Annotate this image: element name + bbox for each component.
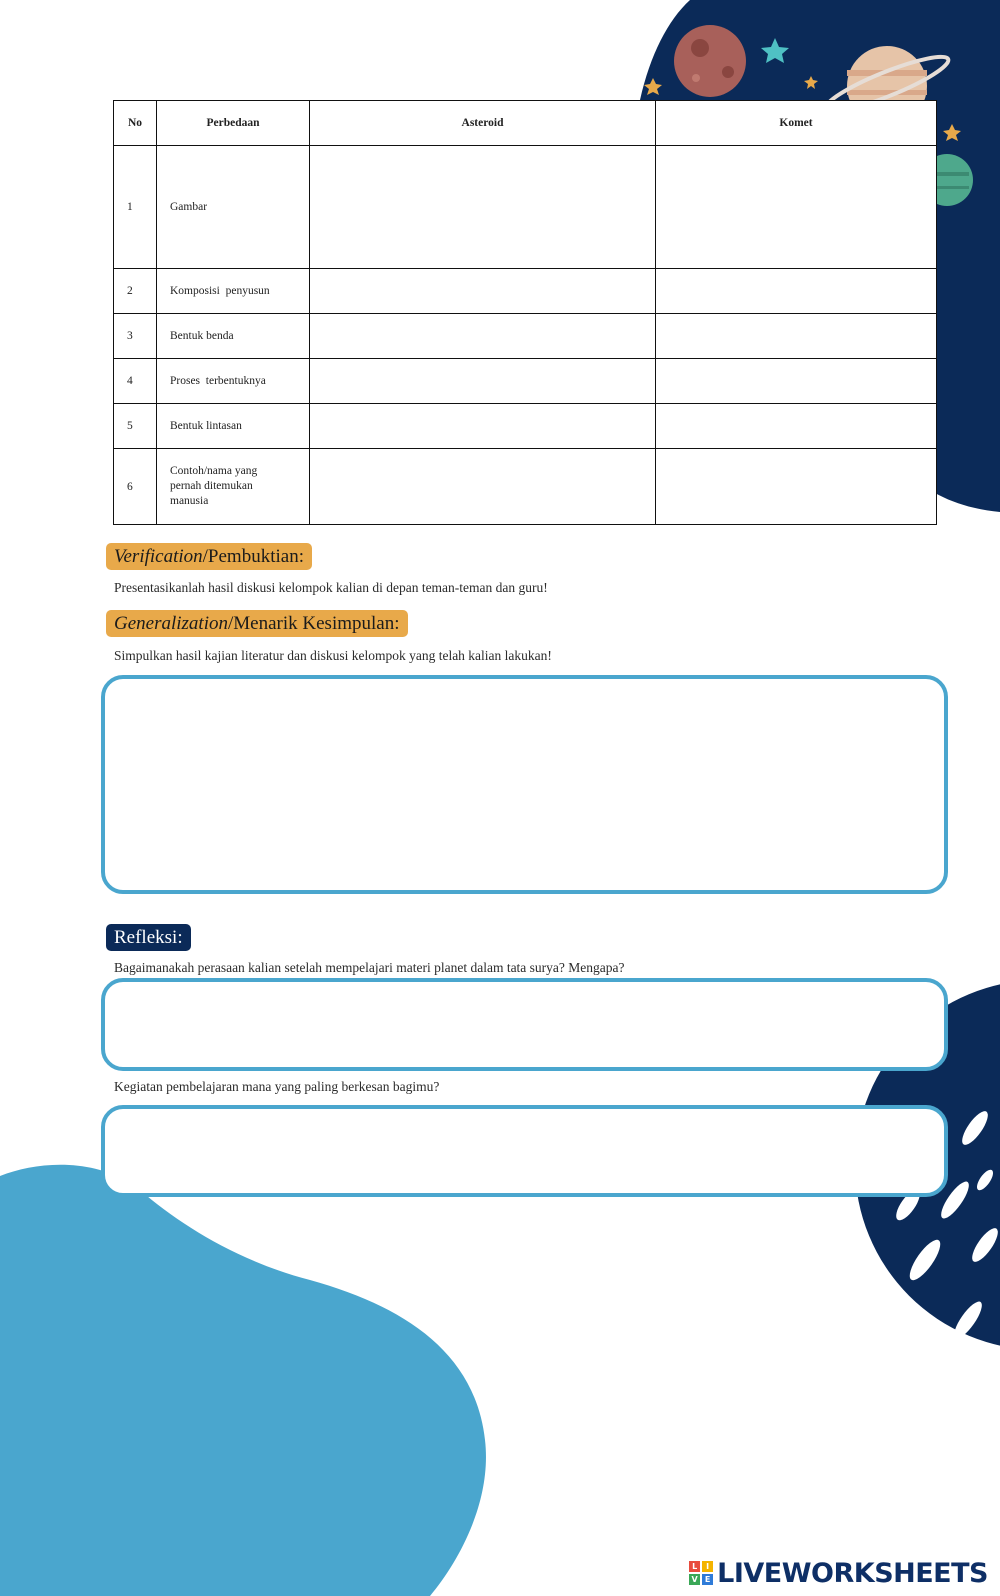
verification-instruction: Presentasikanlah hasil diskusi kelompok kalian di depan teman-teman dan guru! (114, 580, 548, 595)
liveworksheets-logo (689, 1558, 988, 1588)
conclusion-answer-box[interactable] (101, 675, 948, 894)
refleksi-question-1: Bagaimanakah perasaan kalian setelah mempelajari materi planet dalam tata surya? Mengapa? (114, 960, 625, 975)
row-label: Gambar (157, 146, 310, 269)
refleksi-answer-box-1[interactable] (101, 978, 948, 1071)
verification-heading (106, 543, 312, 570)
generalization-heading-rest: /Menarik Kesimpulan: (228, 613, 400, 634)
table-row (114, 269, 937, 314)
logo-letter: L (689, 1561, 700, 1572)
table-header-row (114, 101, 937, 146)
header-asteroid: Asteroid (310, 101, 656, 146)
logo-letter: E (702, 1574, 713, 1585)
asteroid-answer-cell[interactable] (310, 146, 656, 269)
refleksi-answer-box-2[interactable] (101, 1105, 948, 1197)
generalization-heading (106, 610, 408, 637)
asteroid-answer-cell[interactable] (310, 404, 656, 449)
row-number: 6 (114, 449, 157, 525)
logo-letter: V (689, 1574, 700, 1585)
verification-heading-rest: /Pembuktian: (202, 546, 304, 567)
komet-answer-cell[interactable] (656, 359, 937, 404)
komet-answer-cell[interactable] (656, 449, 937, 525)
row-number: 2 (114, 269, 157, 314)
table-row (114, 404, 937, 449)
table-row (114, 359, 937, 404)
asteroid-answer-cell[interactable] (310, 314, 656, 359)
komet-answer-cell[interactable] (656, 314, 937, 359)
row-label: Komposisi penyusun (157, 269, 310, 314)
logo-letter: I (702, 1561, 713, 1572)
asteroid-answer-cell[interactable] (310, 359, 656, 404)
refleksi-question-2: Kegiatan pembelajaran mana yang paling berkesan bagimu? (114, 1079, 440, 1094)
row-number: 3 (114, 314, 157, 359)
refleksi-heading: Refleksi: (106, 924, 191, 951)
header-komet: Komet (656, 101, 937, 146)
header-no: No (114, 101, 157, 146)
comparison-table (113, 100, 937, 525)
generalization-instruction: Simpulkan hasil kajian literatur dan diskusi kelompok yang telah kalian lakukan! (114, 648, 552, 663)
komet-answer-cell[interactable] (656, 404, 937, 449)
red-planet-icon (674, 25, 746, 97)
generalization-heading-italic: Generalization (114, 613, 228, 634)
table-row (114, 314, 937, 359)
table-row (114, 449, 937, 525)
verification-heading-italic: Verification (114, 546, 203, 567)
asteroid-answer-cell[interactable] (310, 449, 656, 525)
row-label: Proses terbentuknya (157, 359, 310, 404)
komet-answer-cell[interactable] (656, 269, 937, 314)
logo-mark-icon (689, 1561, 713, 1585)
row-label: Bentuk benda (157, 314, 310, 359)
row-label: Bentuk lintasan (157, 404, 310, 449)
komet-answer-cell[interactable] (656, 146, 937, 269)
logo-text: LIVEWORKSHEETS (717, 1557, 988, 1589)
asteroid-answer-cell[interactable] (310, 269, 656, 314)
header-perbedaan: Perbedaan (157, 101, 310, 146)
row-number: 5 (114, 404, 157, 449)
sky-blob-bottom (0, 1165, 486, 1596)
row-label: Contoh/nama yang pernah ditemukan manusia (157, 449, 310, 525)
row-number: 1 (114, 146, 157, 269)
row-number: 4 (114, 359, 157, 404)
table-row (114, 146, 937, 269)
